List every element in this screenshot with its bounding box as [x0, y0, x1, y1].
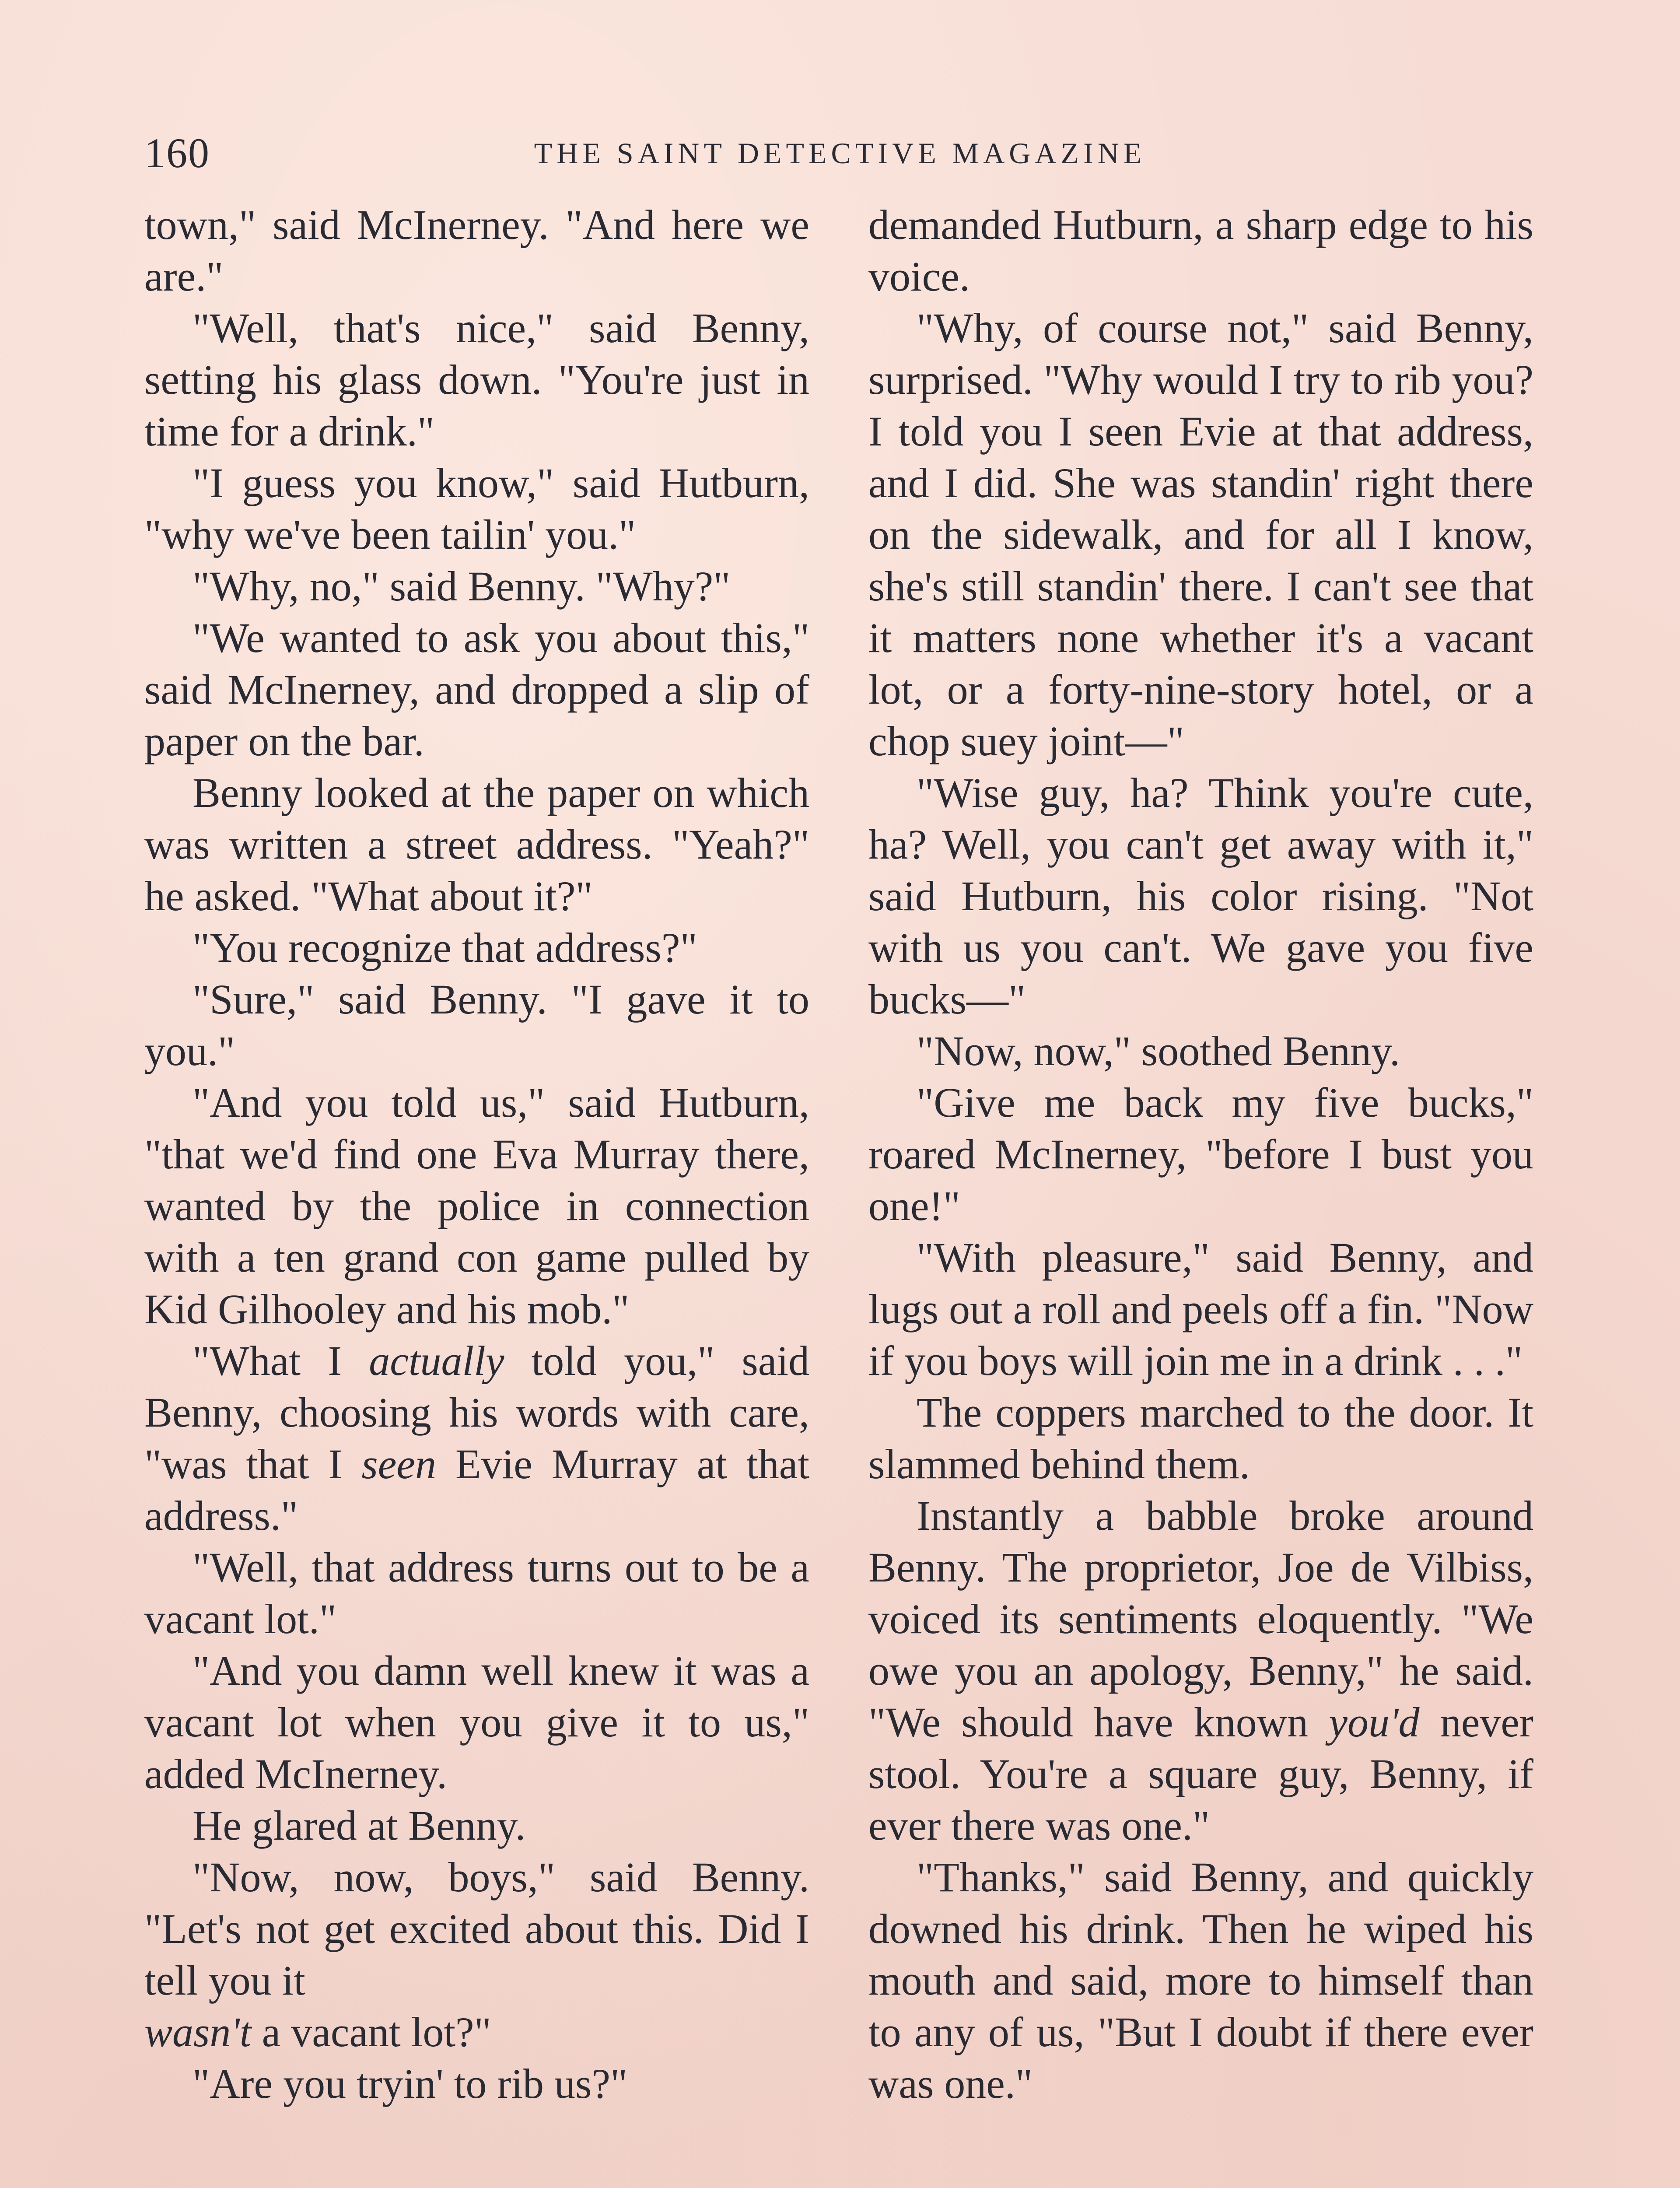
paragraph: The coppers marched to the door. It slammed behind them. [868, 1389, 1533, 1487]
paragraph: "And you told us," said Hutburn, "that we'd find one Eva Murray there, wanted by the police in connection with a ten grand con game pulled by Kid Gilhooley and his mob." [144, 1079, 809, 1332]
text-run: "What I [192, 1337, 369, 1384]
paragraph: "Now, now," soothed Benny. [917, 1027, 1400, 1074]
paragraph: demanded Hutburn, a sharp edge to his voice. [868, 201, 1533, 300]
paragraph: "Why, no," said Benny. "Why?" [192, 563, 731, 610]
paragraph: "Sure," said Benny. "I gave it to you." [144, 976, 809, 1074]
paragraph: "Thanks," said Benny, and quickly downed his drink. Then he wiped his mouth and said, more to himself than to any of us, "But I doubt if there ever was one." [868, 1854, 1533, 2107]
left-column [144, 199, 809, 2110]
paragraph: He glared at Benny. [192, 1802, 526, 1849]
paragraph: "Why, of course not," said Benny, surprised. "Why would I try to rib you? I told you I seen Evie at that address, and I did. She was standin' right there on the sidewalk, and for all I know, she's still standin' there. I can't see that it matters none whether it's a vacant lot, or a forty-nine-story hotel, or a chop suey joint—" [868, 305, 1533, 764]
text-run: Instantly a babble broke around Benny. The proprietor, Joe de Vilbiss, voiced its sentiments eloquently. "We owe you an apology, Benny," he said. "We should have known [868, 1492, 1533, 1746]
paragraph: "Well, that's nice," said Benny, setting his glass down. "You're just in time for a drink." [144, 305, 809, 455]
italic-text: actually [369, 1337, 504, 1384]
paragraph: "Now, now, boys," said Benny. "Let's not get excited about this. Did I tell you it [144, 1854, 809, 2004]
paragraph: "And you damn well knew it was a vacant lot when you give it to us," added McInerney. [144, 1647, 809, 1797]
paragraph: "We wanted to ask you about this," said McInerney, and dropped a slip of paper on the bar. [144, 614, 809, 764]
paragraph [144, 2006, 809, 2058]
page-number: 160 [144, 130, 210, 176]
paragraph: Benny looked at the paper on which was written a street address. "Yeah?" he asked. "What about it?" [144, 769, 809, 919]
paragraph [868, 1490, 1533, 1851]
italic-text: wasn't [144, 2009, 252, 2055]
paragraph: town," said McInerney. "And here we are." [144, 201, 809, 300]
paragraph: "Well, that address turns out to be a vacant lot." [144, 1544, 809, 1642]
italic-text: you'd [1329, 1699, 1420, 1746]
text-run: a vacant lot?" [251, 2009, 491, 2055]
running-head [144, 127, 1536, 179]
paragraph: "Are you tryin' to rib us?" [192, 2060, 628, 2107]
text-run: told you," said Benny, choosing his words with care, "was that I [144, 1337, 809, 1487]
magazine-title: THE SAINT DETECTIVE MAGAZINE [534, 137, 1146, 170]
paragraph: "Give me back my five bucks," roared McInerney, "before I bust you one!" [868, 1079, 1533, 1229]
paragraph: "I guess you know," said Hutburn, "why we've been tailin' you." [144, 459, 809, 558]
paragraph: "Wise guy, ha? Think you're cute, ha? Well, you can't get away with it," said Hutburn, his color rising. "Not with us you can't. We gave you five bucks—" [868, 769, 1533, 1023]
paragraph [144, 1335, 809, 1542]
text-run: never stool. You're a square guy, Benny, if ever there was one." [868, 1699, 1534, 1849]
paragraph: "With pleasure," said Benny, and lugs out a roll and peels off a fin. "Now if you boys will join me in a drink . . ." [868, 1234, 1533, 1384]
paragraph: "You recognize that address?" [192, 924, 697, 971]
right-column [868, 199, 1533, 2110]
text-run: Evie Murray at that address." [144, 1441, 810, 1539]
italic-text: seen [361, 1441, 436, 1487]
